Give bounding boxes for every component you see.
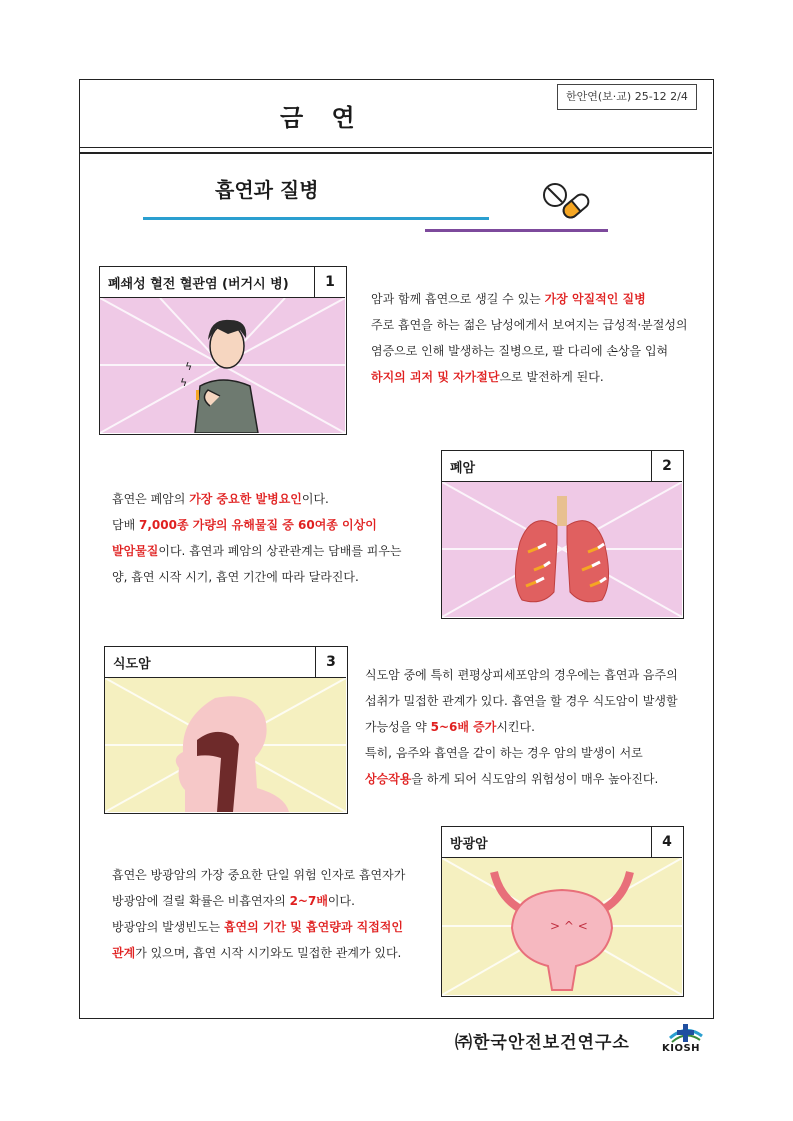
text-segment: 가능성을 약 [365, 720, 431, 734]
card-label: 방광암 [450, 837, 488, 852]
line-1 [371, 286, 688, 312]
text-segment: 담배 [112, 518, 139, 532]
line-3 [371, 338, 688, 364]
card-label: 식도암 [113, 657, 151, 672]
document-code: 한안연(보·교) 25-12 2/4 [557, 84, 697, 110]
svg-text:ϟ: ϟ [185, 360, 193, 373]
line-4 [112, 940, 405, 966]
highlight-segment: 가장 중요한 발병요인 [189, 492, 302, 506]
title-underline-blue [143, 217, 489, 220]
line-1 [365, 662, 678, 688]
text-segment: 이다. [327, 894, 355, 908]
text-segment: 가 있으며, 흡연 시작 시기와도 밀접한 관계가 있다. [135, 946, 402, 960]
text-segment: 식도암 중에 특히 편평상피세포암의 경우에는 흡연과 음주의 [365, 668, 678, 682]
highlight-segment: 가장 악질적인 질병 [544, 292, 646, 306]
highlight-segment: 2~7배 [289, 894, 328, 908]
line-2 [112, 888, 405, 914]
card-label: 폐암 [450, 461, 476, 476]
highlight-segment: 상승작용 [365, 772, 412, 786]
line-3 [365, 714, 678, 740]
card-header [442, 451, 682, 482]
title-underline-purple [425, 229, 608, 232]
card-number: 3 [315, 647, 346, 678]
line-4 [112, 564, 402, 590]
highlight-segment: 관계 [112, 946, 136, 960]
card-header [100, 267, 345, 298]
logo-text: KIOSH [662, 1043, 701, 1054]
highlight-segment: 흡연의 기간 및 흡연량과 직접적인 [223, 920, 403, 934]
card-number: 4 [651, 827, 682, 858]
text-segment: 흡연은 폐암의 [112, 492, 190, 506]
text-segment: 주로 흡연을 하는 젊은 남성에게서 보여지는 급성적·분절성의 [371, 318, 688, 332]
text-segment: 방광암에 걸릴 확률은 비흡연자의 [112, 894, 290, 908]
text-segment: 으로 발전하게 된다. [499, 370, 604, 384]
card-header [105, 647, 346, 678]
highlight-segment: 하지의 괴저 및 자가절단 [371, 370, 500, 384]
smoker-illustration [100, 298, 345, 433]
organization-name: ㈜한국안전보건연구소 [455, 1033, 630, 1053]
text-segment: 흡연은 방광암의 가장 중요한 단일 위험 인자로 흡연자가 [112, 868, 406, 882]
page-title: 금 연 [280, 104, 365, 132]
card-4-text [112, 862, 405, 966]
line-4 [365, 740, 678, 766]
text-segment: 섭취가 밀접한 관계가 있다. 흡연을 할 경우 식도암이 발생할 [365, 694, 678, 708]
line-4 [371, 364, 688, 390]
svg-text:ϟ: ϟ [180, 376, 188, 389]
card-header [442, 827, 682, 858]
card-3-text [365, 662, 678, 792]
text-segment: 이다. 흡연과 폐암의 상관관계는 담배를 피우는 [158, 544, 402, 558]
pill-capsule-icon [540, 180, 596, 220]
document-frame [79, 79, 714, 1019]
card-thromboangiitis [99, 266, 347, 435]
line-2 [365, 688, 678, 714]
card-1-text [371, 286, 688, 390]
card-number: 1 [314, 267, 345, 298]
card-2-text [112, 486, 402, 590]
text-segment: 염증으로 인해 발생하는 질병으로, 팔 다리에 손상을 입혀 [371, 344, 669, 358]
esophagus-illustration [105, 678, 346, 812]
line-1 [112, 486, 402, 512]
line-1 [112, 862, 405, 888]
text-segment: 방광암의 발생빈도는 [112, 920, 224, 934]
line-3 [112, 538, 402, 564]
card-esophageal-cancer [104, 646, 348, 814]
header-divider [80, 152, 712, 154]
line-5 [365, 766, 678, 792]
line-2 [112, 512, 402, 538]
text-segment: 시킨다. [496, 720, 535, 734]
card-bladder-cancer [441, 826, 684, 997]
line-3 [112, 914, 405, 940]
highlight-segment: 5~6배 증가 [430, 720, 497, 734]
text-segment: 이다. [301, 492, 329, 506]
svg-text:> ^ <: > ^ < [550, 919, 588, 933]
card-label: 폐쇄성 혈전 혈관염 (버거시 병) [108, 277, 289, 292]
highlight-segment: 7,000종 가량의 유해물질 중 60여종 이상이 [139, 518, 377, 532]
text-segment: 특히, 음주와 흡연을 같이 하는 경우 암의 발생이 서로 [365, 746, 643, 760]
bladder-illustration [442, 858, 682, 995]
line-2 [371, 312, 688, 338]
lung-illustration [442, 482, 682, 617]
text-segment: 양, 흡연 시작 시기, 흡연 기간에 따라 달라진다. [112, 570, 359, 584]
section-title: 흡연과 질병 [215, 178, 319, 202]
card-lung-cancer [441, 450, 684, 619]
document-header [80, 80, 712, 148]
text-segment: 암과 함께 흡연으로 생길 수 있는 [371, 292, 545, 306]
card-number: 2 [651, 451, 682, 482]
text-segment: 을 하게 되어 식도암의 위험성이 매우 높아진다. [411, 772, 659, 786]
highlight-segment: 발암물질 [112, 544, 159, 558]
